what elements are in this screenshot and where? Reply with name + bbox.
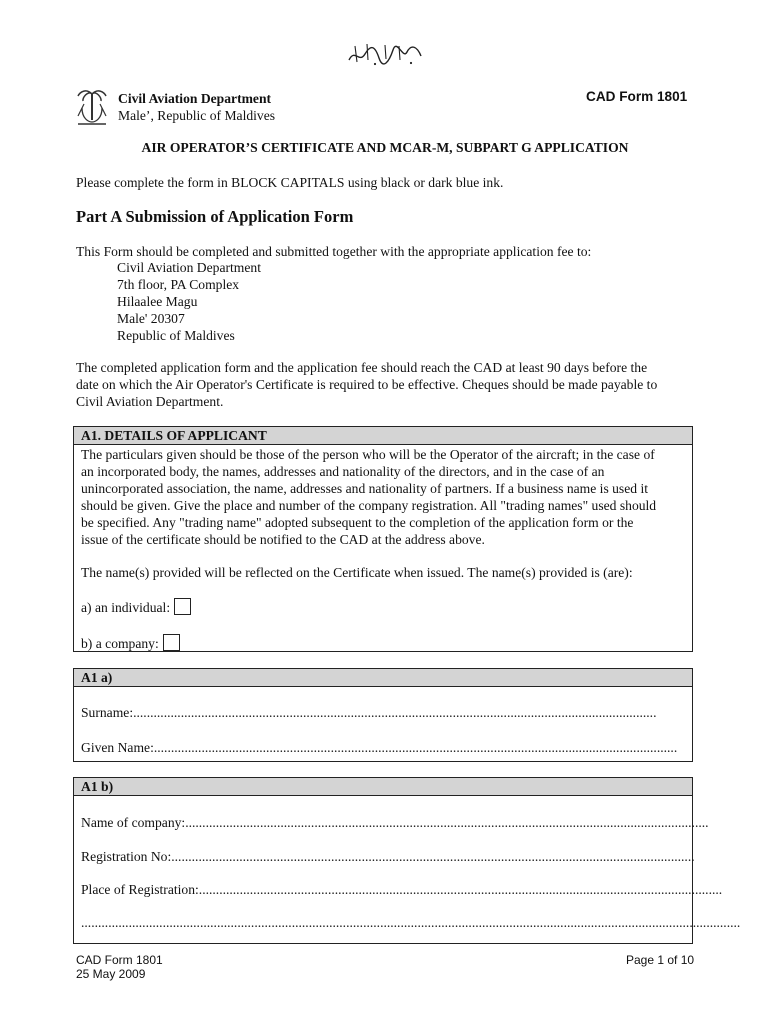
address-line: 7th floor, PA Complex [117,277,240,292]
a1-body-line: an incorporated body, the names, addresses and nationality of the directors, and in the case of an [81,464,605,479]
a1b-section [73,777,741,944]
ink-instruction: Please complete the form in BLOCK CAPITALS using black or dark blue ink. [76,175,504,190]
a1-heading: A1. DETAILS OF APPLICANT [74,427,692,445]
deadline-text-line: date on which the Air Operator's Certificate is required to be effective. Cheques should be made payable to [76,377,658,392]
names-note: The name(s) provided will be reflected on the Certificate when issued. The name(s) provided is (are): [81,565,633,580]
surname-label: Surname: [81,705,134,720]
a1b-heading: A1 b) [74,778,692,796]
a1-body-line: issue of the certificate should be notified to the CAD at the address above. [81,532,485,547]
deadline-text-line: Civil Aviation Department. [76,394,224,409]
given-name-label: Given Name: [81,740,154,755]
department-location: Male’, Republic of Maldives [118,108,276,123]
company-name-label: Name of company: [81,815,186,830]
given-name-field[interactable]: Given Name:.......................................................................................................................................................... [81,740,678,755]
a1a-heading: A1 a) [74,669,692,687]
a1-section [73,426,693,652]
company-checkbox[interactable] [163,634,180,651]
address-line: Republic of Maldives [117,328,235,343]
page-number: Page 1 of 10 [626,953,695,967]
company-option-label: b) a company: [81,636,159,651]
a1-body-line: be specified. Any "trading name" adopted subsequent to the completion of the application form or the [81,515,634,530]
address-line: Hilaalee Magu [117,294,198,309]
registration-no-label: Registration No: [81,849,172,864]
individual-option [81,598,191,616]
a1-body-line: The particulars given should be those of the person who will be the Operator of the aircraft; in the case of [81,447,655,462]
a1-body-line: unincorporated association, the name, addresses and nationality of partners. If a business name is used it [81,481,649,496]
company-name-field[interactable]: Name of company:.......................................................................................................................................................... [81,815,709,830]
surname-field[interactable]: Surname:.......................................................................................................................................................... [81,705,657,720]
bismillah-calligraphy [345,40,425,68]
form-title: AIR OPERATOR’S CERTIFICATE AND MCAR-M, SUBPART G APPLICATION [141,140,629,155]
individual-option-label: a) an individual: [81,600,171,615]
deadline-text-line: The completed application form and the application fee should reach the CAD at least 90 days before the [76,360,648,375]
footer-date: 25 May 2009 [76,967,146,981]
registration-no-field[interactable]: Registration No:.......................................................................................................................................................... [81,849,695,864]
place-of-registration-field[interactable]: Place of Registration:.......................................................................................................................................................... [81,882,723,897]
a1-body-line: should be given. Give the place and number of the company registration. All "trading names" used should [81,498,657,513]
address-line: Civil Aviation Department [117,260,261,275]
form-code-header: CAD Form 1801 [586,89,688,104]
a1a-section [73,668,693,762]
department-name: Civil Aviation Department [118,91,272,106]
company-option [81,634,180,652]
part-a-heading: Part A Submission of Application Form [76,207,354,226]
submission-intro: This Form should be completed and submitted together with the appropriate application fee to: [76,244,592,259]
address-line: Male' 20307 [117,311,185,326]
maldives-emblem-icon [74,86,110,128]
footer-form-code: CAD Form 1801 [76,953,163,967]
place-of-registration-label: Place of Registration: [81,882,199,897]
individual-checkbox[interactable] [174,598,191,615]
additional-line-field[interactable]: .................................................................................................................................................................................................. [81,915,741,930]
